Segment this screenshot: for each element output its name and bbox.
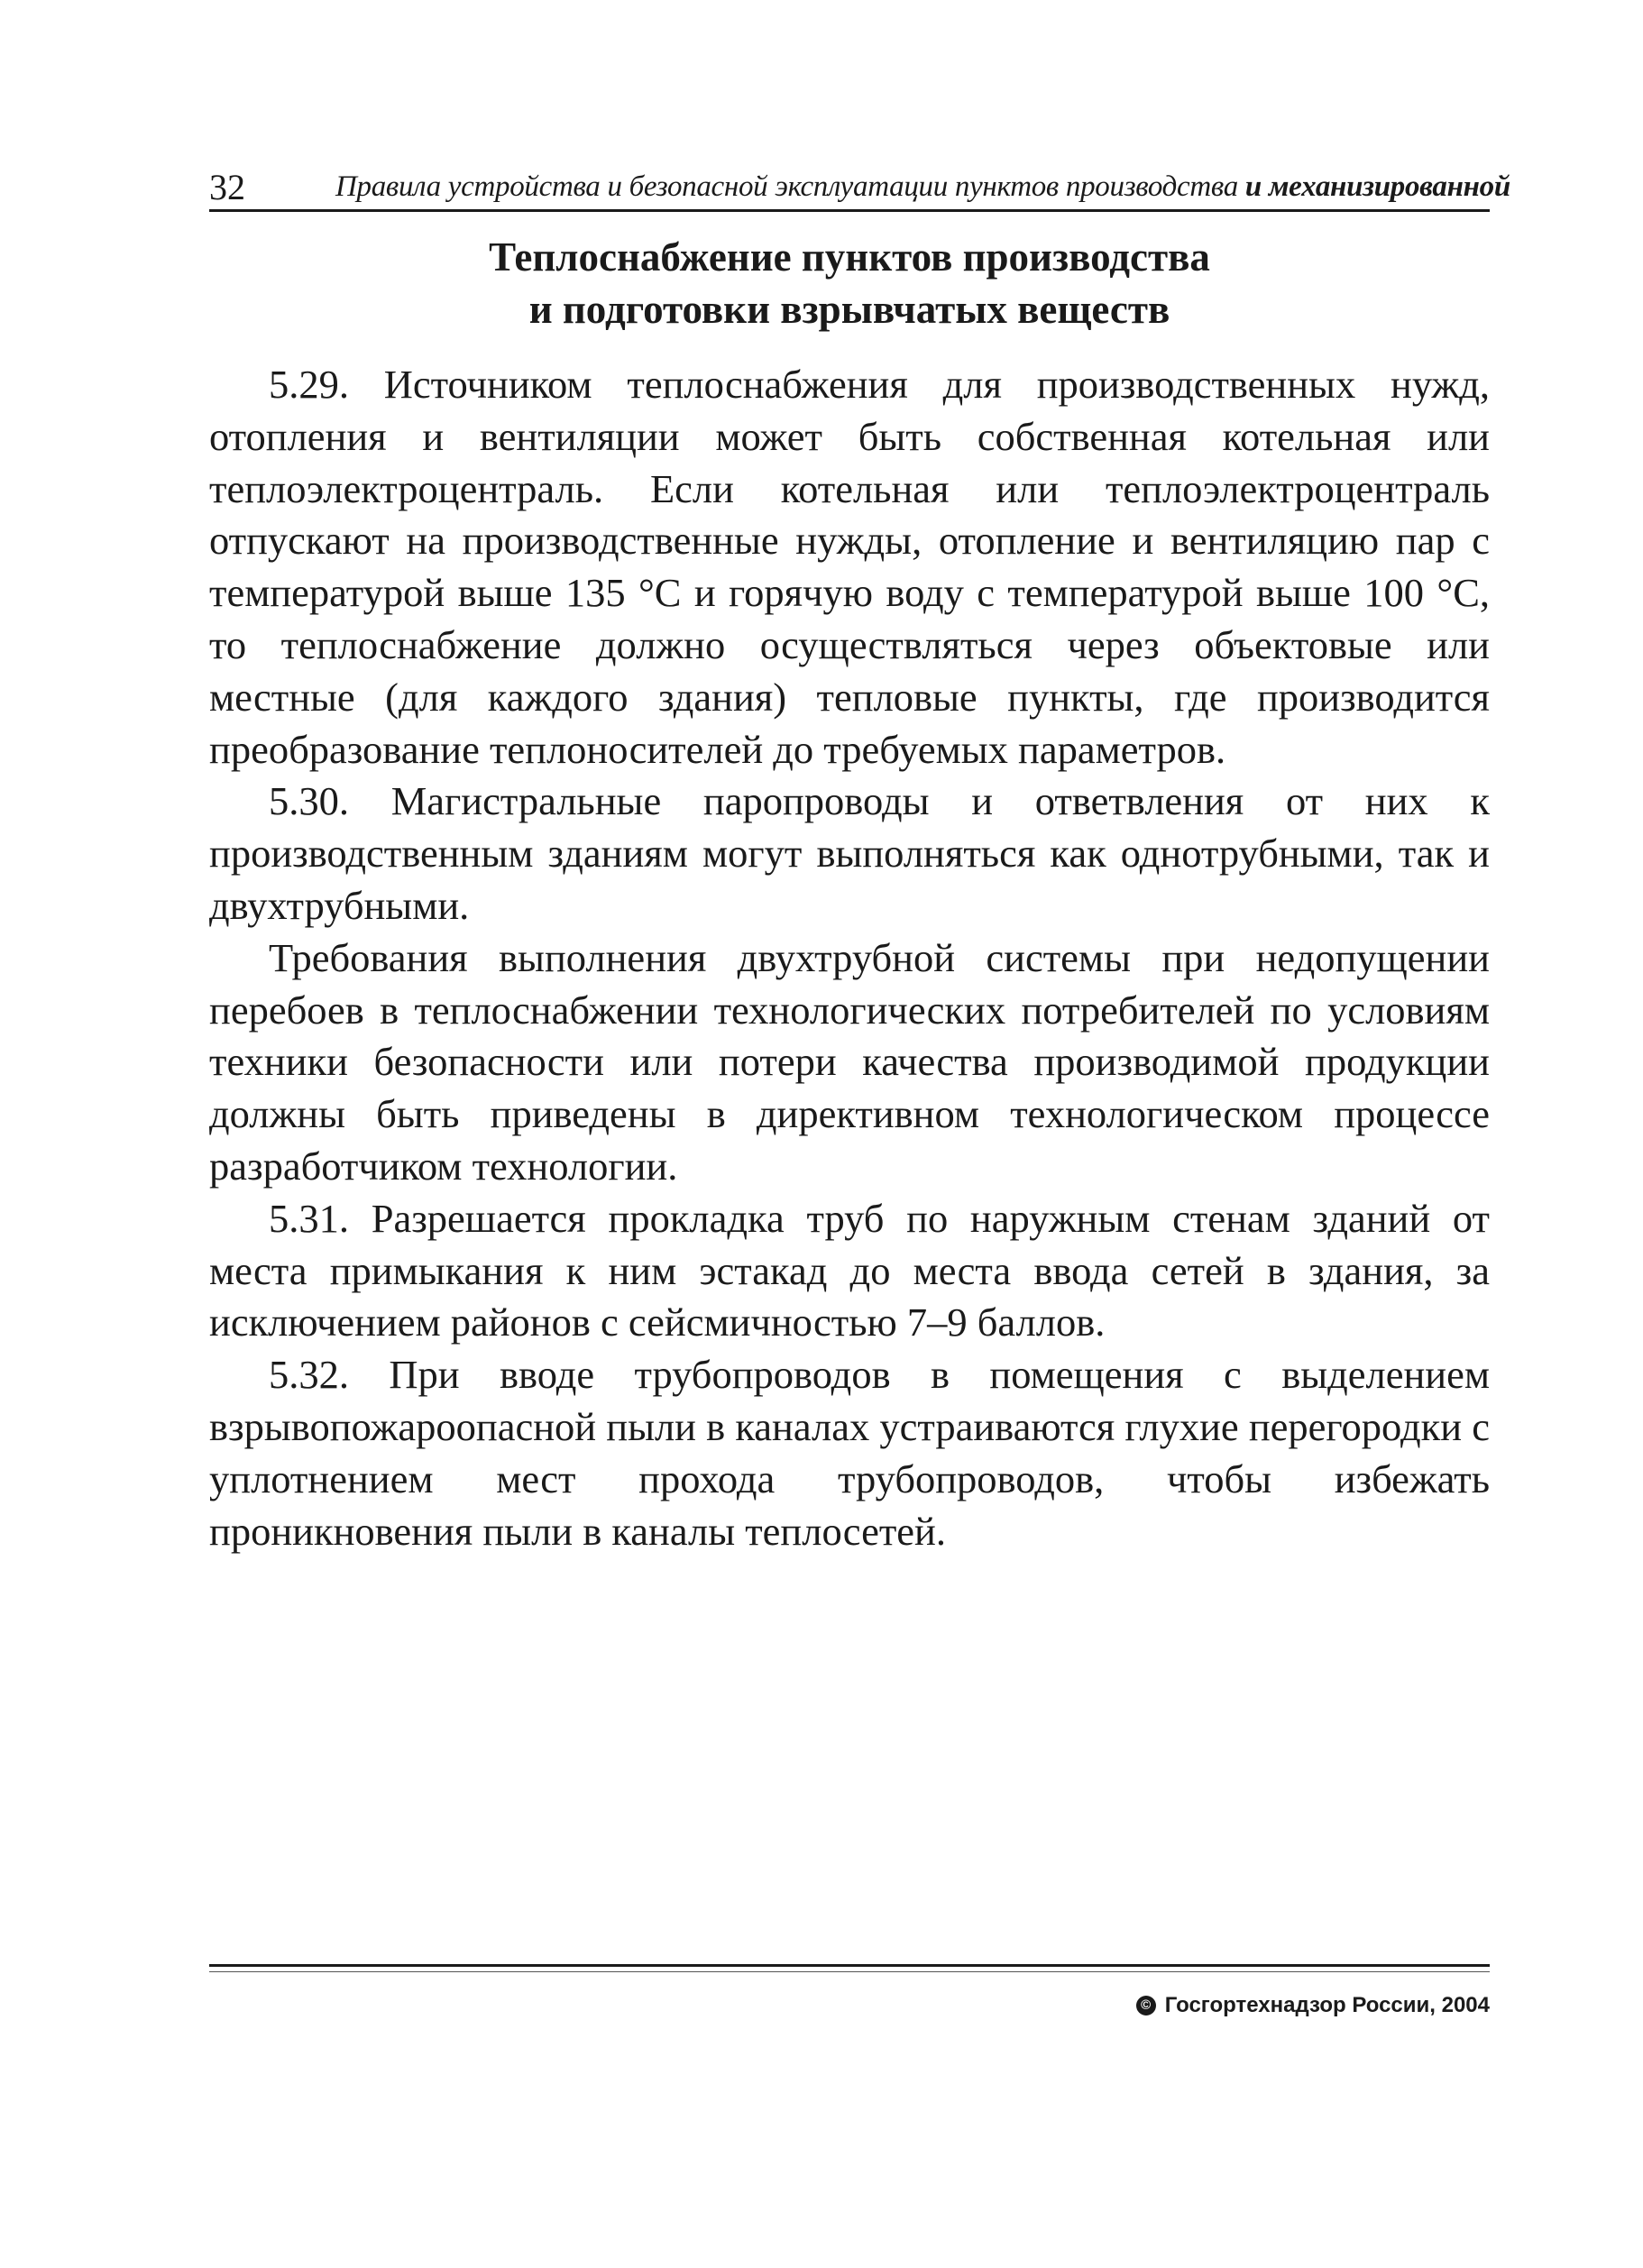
footer-rule-thin [209, 1971, 1490, 1972]
page-number: 32 [209, 167, 245, 207]
running-header [209, 159, 1510, 212]
paragraph-5-32: 5.32. При вводе трубопроводов в помещения с выделением взрывопожароопасной пыли в каналах устраиваются глухие перегородки с уплотнением мест прохода трубопроводов, чтобы избежать проникновения пыли в каналы теплосетей. [209, 1352, 1490, 1554]
footer-rule [209, 1964, 1490, 1967]
copyright-text: Госгортехнадзор России, 2004 [1164, 1993, 1490, 2017]
copyright-icon: © [1136, 1996, 1156, 2015]
section-heading-line-1: Теплоснабжение пунктов производства [489, 234, 1210, 280]
section-heading-line-2: и подготовки взрывчатых веществ [528, 287, 1170, 332]
paragraph-5-31: 5.31. Разрешается прокладка труб по наружным стенам зданий от места примыкания к ним эстакад до места ввода сетей в здания, за исключением районов с сейсмичностью 7–9 баллов. [209, 1195, 1490, 1345]
paragraph-requirements: Требования выполнения двухтрубной системы при недопущении перебоев в теплоснабжении технологических потребителей по условиям техники безопасности или потери качества производимой продукции должны быть приведены в директивном технологическом процессе разработчиком технологии. [209, 934, 1490, 1189]
paragraph-5-30: 5.30. Магистральные паропроводы и ответвления от них к производственным зданиям могут выполняться как однотрубными, так и двухтрубными. [209, 778, 1490, 928]
copyright-notice [1136, 1995, 1490, 2016]
running-header-title [335, 172, 1510, 209]
running-header-title-bold: и механизированной [1244, 170, 1510, 203]
section-heading [209, 231, 1490, 335]
paragraph-5-29: 5.29. Источником теплоснабжения для производственных нужд, отопления и вентиляции может быть собственная котельная или теплоэлектроцентраль. Если котельная или теплоэлектроцентраль отпускают на производственные нужды, отопление и вентиляцию пар с температурой выше 135 °С и горячую воду с температурой выше 100 °С, то теплоснабжение должно осуществляться через объектовые или местные (для каждого здания) тепловые пункты, где производится преобразование теплоносителей до требуемых параметров. [209, 362, 1490, 772]
running-header-title-regular: Правила устройства и безопасной эксплуатации пунктов производства [335, 170, 1238, 203]
body-text [209, 359, 1490, 1557]
